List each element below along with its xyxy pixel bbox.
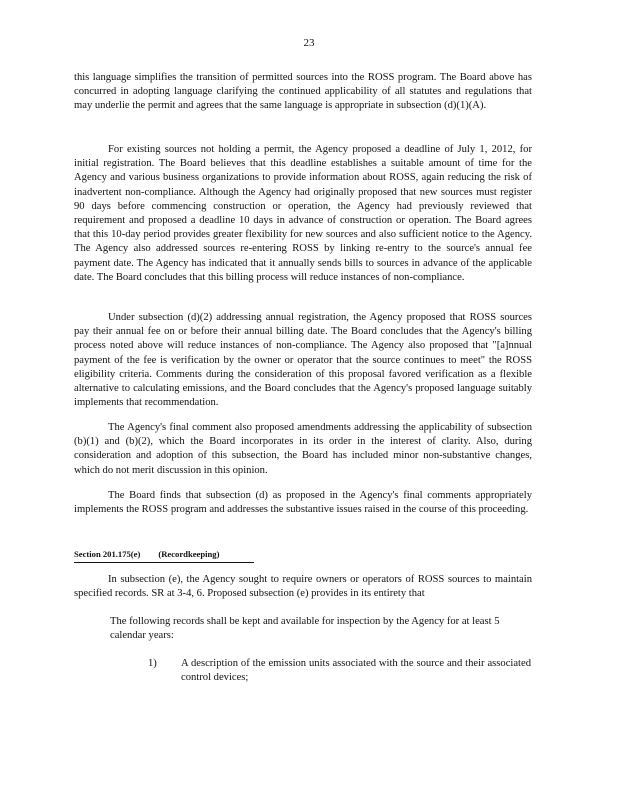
block-quote	[110, 615, 520, 643]
paragraph-text: The Agency's final comment also proposed amendments addressing the applicability of subsection (b)(1) and (b)(2), which the Board incorporates in its order in the interest of clarity. Also, during consideration and adoption of this subsection, the Board has included minor non-substantive changes, which do not merit discussion in this opinion.	[74, 422, 532, 476]
paragraph-board-finds	[74, 489, 532, 517]
page-number: 23	[303, 37, 315, 49]
paragraph-text: In subsection (e), the Agency sought to require owners or operators of ROSS sources to maintain specified records. SR at 3-4, 6. Proposed subsection (e) provides in its entirety that	[74, 574, 532, 600]
section-heading	[74, 547, 254, 563]
paragraph-continuation	[74, 71, 532, 114]
list-item-text: A description of the emission units associated with the source and their associated control devices;	[181, 658, 531, 684]
quote-text: The following records shall be kept and available for inspection by the Agency for at least 5 calendar years:	[110, 616, 500, 642]
list-item-number: 1)	[148, 658, 157, 669]
paragraph-text: this language simplifies the transition of permitted sources into the ROSS program. The Board above has concurred in adopting language clarifying the continued applicability of all statutes and regulations that may underlie the permit and agrees that the same language is appropriate in subsection (d)(1)(A).	[74, 72, 532, 112]
paragraph-subsection-e	[74, 573, 532, 601]
paragraph-annual-registration	[74, 311, 532, 410]
paragraph-text: Under subsection (d)(2) addressing annual registration, the Agency proposed that ROSS sources pay their annual fee on or before their annual billing date. The Board concludes that the Agency's billing process noted above will reduce instances of non-compliance. The Agency also proposed that "[a]nnual payment of the fee is verification by the owner or operator that the source continues to meet" the ROSS eligibility criteria. Comments during the consideration of this proposal favored verification as a flexible alternative to calculating emissions, and the Board concludes that the Agency's proposed language suitably implements that recommendation.	[74, 312, 532, 409]
paragraph-text: For existing sources not holding a permit, the Agency proposed a deadline of July 1, 2012, for initial registration. The Board believes that this deadline establishes a suitable amount of time for the Agency and various business organizations to provide information about ROSS, again reducing the risk of inadvertent non-compliance. Although the Agency had originally proposed that new sources must register 90 days before commencing construction or operation, the Agency had previously reviewed that requirement and proposed a deadline 10 days in advance of construction or operation. The Board agrees that this 10-day period provides greater flexibility for new sources and also sufficient notice to the Agency. The Agency also addressed sources re-entering ROSS by linking re-entry to the source's annual fee payment date. The Agency has indicated that it annually sends bills to sources in advance of the applicable date. The Board concludes that this billing process will reduce instances of non-compliance.	[74, 144, 532, 283]
section-number: Section 201.175(e)	[74, 549, 141, 559]
paragraph-existing-sources	[74, 143, 532, 285]
paragraph-text: The Board finds that subsection (d) as proposed in the Agency's final comments appropriately implements the ROSS program and addresses the substantive issues raised in the course of this proceeding.	[74, 490, 532, 516]
section-title: (Recordkeeping)	[158, 549, 220, 559]
paragraph-final-comment	[74, 421, 532, 478]
